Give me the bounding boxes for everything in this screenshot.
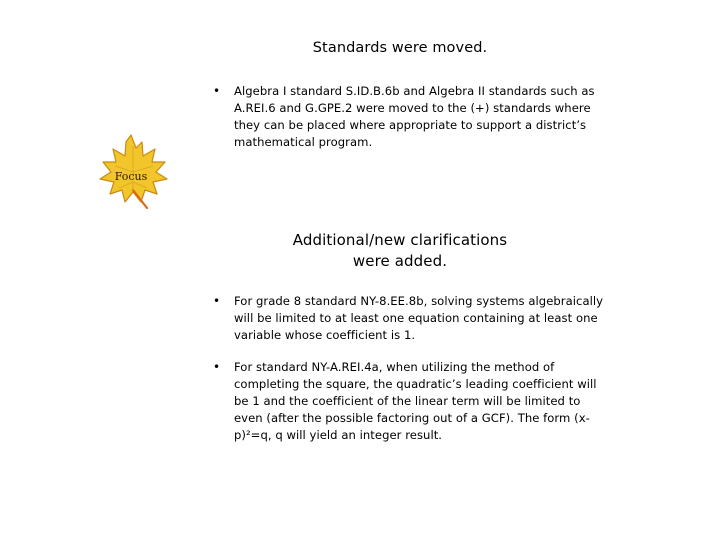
bullet-marker: •	[213, 84, 221, 98]
section-title-line-2: were added.	[352, 252, 448, 270]
focus-badge	[95, 132, 185, 214]
bullet-marker: •	[213, 294, 221, 308]
bullet-marker: •	[213, 360, 221, 374]
section-title-line-1: Additional/new clarifications	[292, 231, 508, 249]
section-title-standards-moved: Standards were moved.	[312, 40, 488, 56]
section-title-clarifications	[200, 230, 600, 272]
focus-label: Focus	[114, 170, 148, 183]
bullet-text: Algebra I standard S.ID.B.6b and Algebra II standards such as A.REI.6 and G.GPE.2 were moved to the (+) standards where they can be placed where appropriate to support a district’s mathematical program.	[234, 84, 595, 149]
bullet-text: For grade 8 standard NY-8.EE.8b, solving systems algebraically will be limited to at least one equation containing at least one variable whose coefficient is 1.	[234, 294, 604, 342]
bullet-text: For standard NY-A.REI.4a, when utilizing the method of completing the square, the quadratic’s leading coefficient will be 1 and the coefficient of the linear term will be limited to even (after the possible factoring out of a GCF). The form (x-p)²=q, q will yield an integer result.	[234, 360, 597, 442]
